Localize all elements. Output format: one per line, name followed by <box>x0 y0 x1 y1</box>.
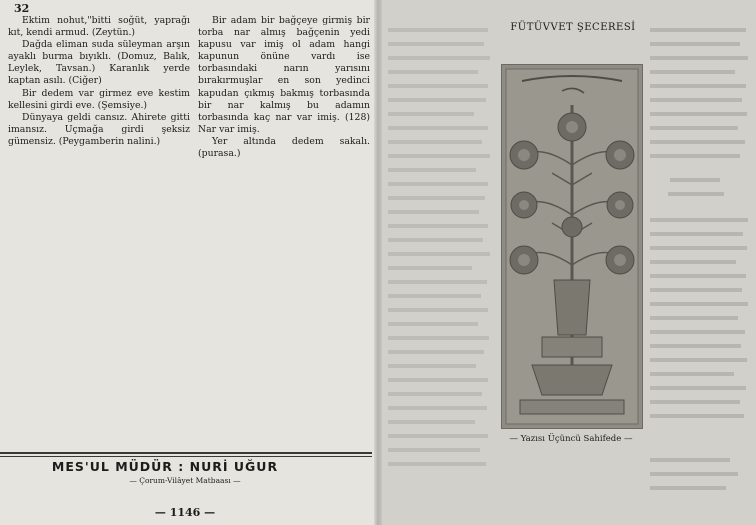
riddle-paragraph: Dağda eliman suda süleyman arşın ayaklı burma bıyıklı. (Domuz, Balık, Leylek, Tavsan.) Karanlık yerde kaptan asılı. (Ciğer) <box>8 39 190 87</box>
footer-rule-thin <box>0 456 372 457</box>
plate-caption: — Yazısı Üçüncü Sahifede — <box>509 434 633 444</box>
book-gutter <box>374 0 382 525</box>
page-number: 32 <box>14 2 30 15</box>
riddle-paragraph: Dünyaya geldi cansız. Ahirete gitti imansız. Uçmağa girdi şeksiz gümensiz. (Peygamberin nalini.) <box>8 111 190 147</box>
riddle-column-right <box>198 15 370 160</box>
issue-number: — 1146 — <box>154 506 216 519</box>
footer-rule <box>0 452 372 454</box>
riddle-paragraph: Bir dedem var girmez eve kestim kellesini girdi eve. (Şemsiye.) <box>8 87 190 111</box>
riddle-paragraph: Ektim nohut,"bitti soğüt, yaprağı kıt, kendi armud. (Zeytün.) <box>8 15 190 39</box>
printer-line: — Çorum-Vilâyet Matbaası — <box>129 476 241 485</box>
riddle-column-left <box>8 15 190 148</box>
riddle-paragraph: Bir adam bir bağçeye girmiş bir torba nar almış bağçenin yedi kapusu var imiş ol adam hangi kapunun önüne vardı ise torbasındaki narın yarısını bırakırmuşlar en son yedinci kapudan çıkmış bakmış torbasında bir nar kalmış bu adamın torbasında kaç nar var imiş. (128) Nar var imiş. <box>198 15 370 135</box>
plate-title: FÜTÜVVET ŞECERESİ <box>510 22 636 33</box>
bleed-through-text-left <box>388 28 494 468</box>
futuvvet-genealogy-plate <box>501 64 643 429</box>
masthead-editor: MES'UL MÜDÜR : NURİ UĞUR <box>51 459 279 474</box>
riddle-paragraph: Yer altında dedem sakalı. (purasa.) <box>198 135 370 160</box>
bleed-through-text-right <box>650 28 750 498</box>
